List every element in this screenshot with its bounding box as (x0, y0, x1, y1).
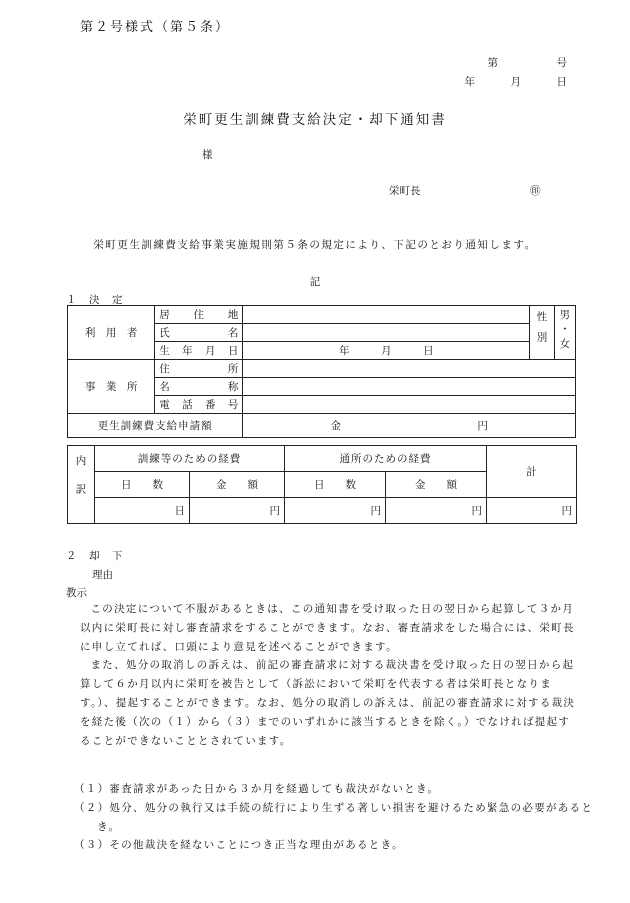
training-days-header: 日 数 (95, 472, 190, 498)
commute-days-value: 円 (285, 498, 386, 524)
training-amount-value: 円 (190, 498, 285, 524)
total-header: 計 (487, 446, 577, 498)
training-expense-header: 訓練等のための経費 (95, 446, 285, 472)
name-label: 氏名 (155, 324, 243, 342)
list-item: （２）処分、処分の執行又は手続の続行により生ずる著しい損害を避けるため緊急の必要があるとき。 (74, 801, 594, 833)
table-row (68, 306, 576, 324)
address-value (243, 306, 530, 324)
birthdate-value: 年 月 日 (243, 342, 530, 360)
instruction-paragraph: また、処分の取消しの訴えは、前記の審査請求に対する裁決書を受け取った日の翌日から起算して６か月以内に栄町を被告として（訴訟において栄町を代表する者は栄町長となります。）、提起することができます。なお、処分の取消しの訴えは、前記の審査請求に対する裁決を経た後（次の（１）から（３）までのいずれかに該当するときを除く。）でなければ提起することができないこととされています。 (80, 659, 576, 747)
ki-label: 記 (309, 276, 321, 288)
document-title: 栄町更生訓練費支給決定・却下通知書 (183, 112, 447, 128)
office-name-label: 名称 (155, 378, 243, 396)
issuer: 栄町長 (389, 185, 421, 197)
reason-label: 理由 (92, 569, 113, 581)
commute-amount-value: 円 (386, 498, 487, 524)
office-name-value (243, 378, 576, 396)
section-rejection-heading: ２ 却 下 (66, 550, 124, 562)
intro-text: 栄町更生訓練費支給事業実施規則第５条の規定により、下記のとおり通知します。 (93, 239, 537, 251)
section-decision-heading: １ 決 定 (66, 294, 124, 306)
training-days-value: 日 (95, 498, 190, 524)
sex-label: 性別 (535, 310, 548, 352)
document-number-line: 第 号 (487, 57, 568, 69)
seal-mark: ㊞ (530, 185, 541, 197)
instruction-label: 教示 (66, 587, 87, 599)
request-amount-label: 更生訓練費支給申請額 (68, 414, 243, 438)
date-line: 年 月 日 (464, 76, 568, 88)
commute-expense-header: 通所のための経費 (285, 446, 487, 472)
list-item: （１）審査請求があった日から３か月を経過しても裁決がないとき。 (74, 783, 440, 795)
sex-options: 男・女 (558, 309, 571, 353)
breakdown-label: 内訳 (74, 454, 87, 512)
total-value: 円 (487, 498, 577, 524)
commute-amount-header: 金 額 (386, 472, 487, 498)
phone-label: 電話番号 (155, 396, 243, 414)
training-amount-header: 金 額 (190, 472, 285, 498)
table-row (68, 498, 577, 524)
office-address-value (243, 360, 576, 378)
addressee-suffix: 様 (202, 149, 213, 161)
form-number: 第２号様式（第５条） (80, 20, 231, 35)
list-item: （３）その他裁決を経ないことにつき正当な理由があるとき。 (74, 839, 404, 852)
table-row (68, 360, 576, 378)
decision-table (67, 305, 576, 438)
office-label: 事 業 所 (68, 360, 155, 414)
birthdate-label: 生年月日 (155, 342, 243, 360)
instruction-paragraph: この決定について不服があるときは、この通知書を受け取った日の翌日から起算して３か月以内に栄町長に対し審査請求をすることができます。なお、審査請求をした場合には、栄町長に申し立てれば、口頭により意見を述べることができます。 (80, 603, 575, 653)
phone-value (243, 396, 576, 414)
office-address-label: 住所 (155, 360, 243, 378)
user-label: 利 用 者 (68, 306, 155, 360)
instruction-items (74, 780, 594, 855)
address-label: 居住地 (155, 306, 243, 324)
breakdown-table (67, 445, 577, 524)
table-row (68, 446, 577, 472)
name-value (243, 324, 530, 342)
commute-days-header: 日 数 (285, 472, 386, 498)
instruction-body (80, 600, 580, 750)
request-amount-value: 金 円 (243, 414, 576, 438)
table-row (68, 414, 576, 438)
